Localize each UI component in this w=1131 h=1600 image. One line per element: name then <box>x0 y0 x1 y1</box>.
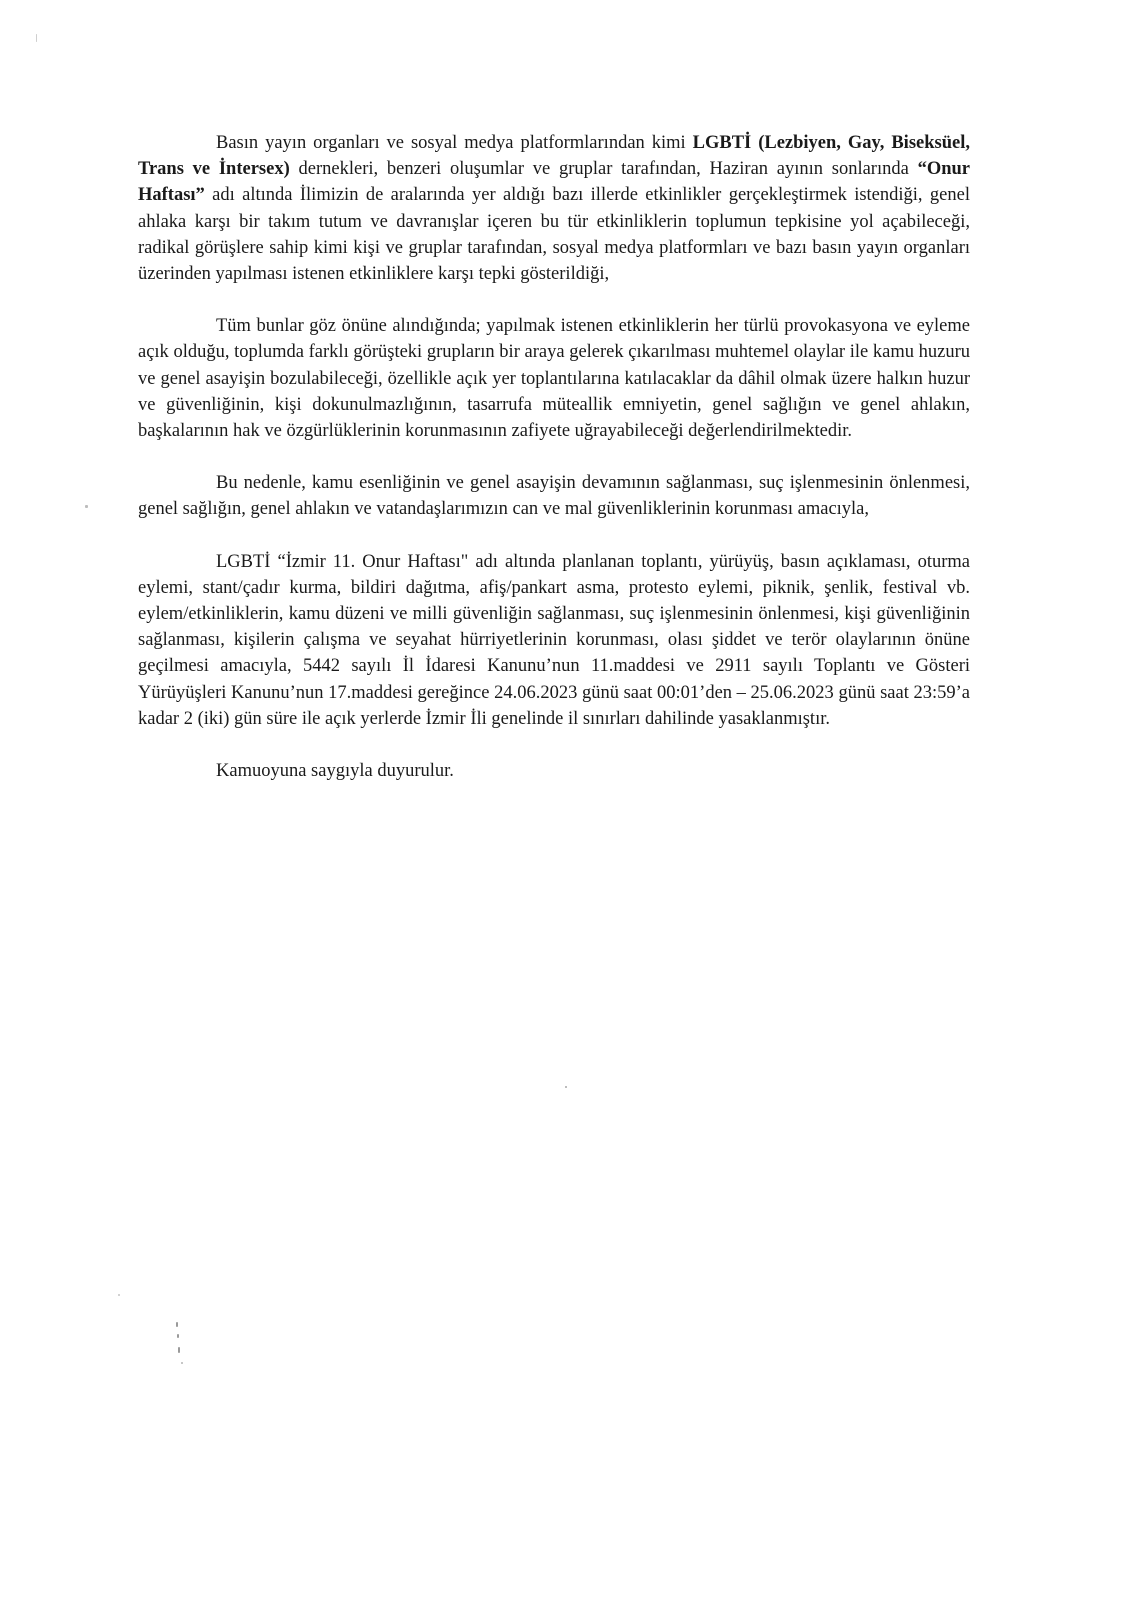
paragraph-4 <box>138 549 970 732</box>
document-body <box>138 130 970 810</box>
paragraph-2-text: Tüm bunlar göz önüne alındığında; yapılmak istenen etkinliklerin her türlü provokasyona ve eyleme açık olduğu, toplumda farklı görüşteki grupların bir araya gelerek çıkarılması muhtemel olaylar ile kamu huzuru ve genel asayişin bozulabileceği, özellikle açık yer toplantılarına katılacaklar da dâhil olmak üzere halkın huzur ve güvenliğinin, kişi dokunulmazlığının, tasarrufa müteallik emniyetin, genel sağlığın ve genel ahlakın, başkalarının hak ve özgürlüklerinin korunmasının zafiyete uğrayabileceği değerlendirilmektedir. <box>138 316 970 442</box>
scan-speck <box>36 34 37 42</box>
paragraph-3 <box>138 470 970 522</box>
closing-line: Kamuoyuna saygıyla duyurulur. <box>216 761 454 782</box>
scan-speck <box>178 1347 180 1353</box>
paragraph-1 <box>138 130 970 287</box>
paragraph-1-text: dernekleri, benzeri oluşumlar ve gruplar tarafından, Haziran ayının sonlarında <box>289 159 918 180</box>
paragraph-1-bold-event-name: “Onur Haftası” <box>138 159 970 206</box>
paragraph-4-text: LGBTİ “İzmir 11. Onur Haftası" adı altında planlanan toplantı, yürüyüş, basın açıklaması, oturma eylemi, stant/çadır kurma, bildiri dağıtma, afiş/pankart asma, protesto eylemi, piknik, şenlik, festival vb. eylem/etkinliklerin, kamu düzeni ve milli güvenliğin sağlanması, suç işlenmesinin önlenmesi, kişi güvenliğinin sağlanması, kişilerin çalışma ve seyahat hürriyetlerinin korunması, olası şiddet ve terör olaylarının önüne geçilmesi amacıyla, 5442 sayılı İl İdaresi Kanunu’nun 11.maddesi ve 2911 sayılı Toplantı ve Gösteri Yürüyüşleri Kanunu’nun 17.maddesi gereğince 24.06.2023 günü saat 00:01’den – 25.06.2023 günü saat 23:59’a kadar 2 (iki) gün süre ile açık yerlerde İzmir İli genelinde il sınırları dahilinde yasaklanmıştır. <box>138 551 970 729</box>
scan-speck <box>85 505 88 508</box>
scan-speck <box>181 1362 183 1364</box>
paragraph-1-text: adı altında İlimizin de aralarında yer aldığı bazı illerde etkinlikler gerçekleştirmek istendiği, genel ahlaka karşı bir takım tutum ve davranışlar içeren bu tür etkinliklerin toplumun tepkisine yol açabileceği, radikal görüşlere sahip kimi kişi ve gruplar tarafından, sosyal medya platformları ve bazı basın yayın organları üzerinden yapılması istenen etkinliklere karşı tepki gösterildiği, <box>138 185 970 285</box>
scan-speck <box>118 1294 120 1296</box>
paragraph-3-text: Bu nedenle, kamu esenliğinin ve genel asayişin devamının sağlanması, suç işlenmesinin önlenmesi, genel sağlığın, genel ahlakın ve vatandaşlarımızın can ve mal güvenliklerinin korunması amacıyla, <box>138 473 970 520</box>
scan-speck <box>565 1086 567 1088</box>
paragraph-1-text: Basın yayın organları ve sosyal medya platformlarından kimi <box>216 133 693 153</box>
paragraph-2 <box>138 313 970 444</box>
scan-speck <box>176 1322 178 1327</box>
paragraph-1-bold-organization: LGBTİ (Lezbiyen, Gay, Biseksüel, Trans ve İntersex) <box>138 133 970 180</box>
scan-speck <box>177 1334 179 1338</box>
